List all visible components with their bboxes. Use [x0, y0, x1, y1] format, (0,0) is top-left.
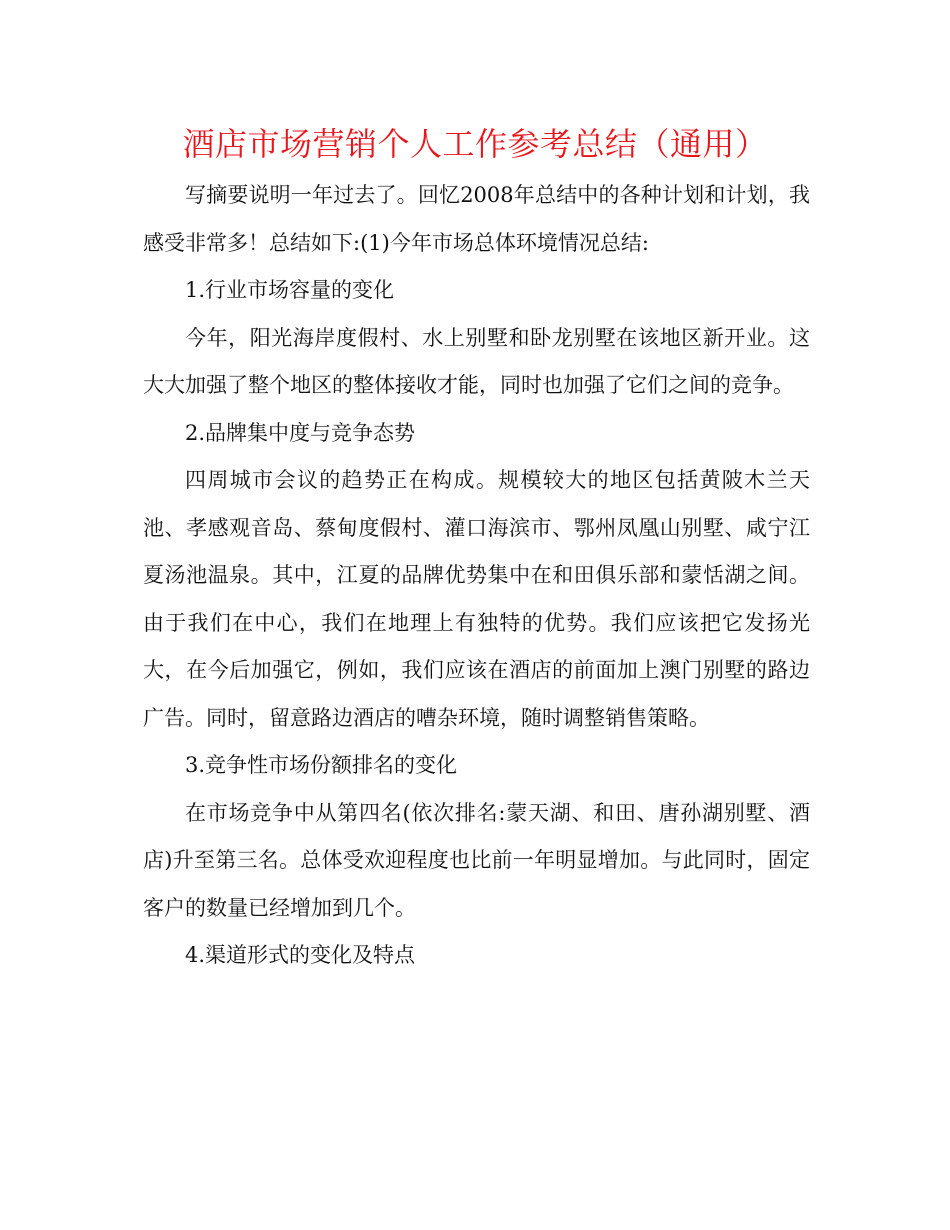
section-heading-4: 4.渠道形式的变化及特点: [185, 943, 416, 967]
document-body: [143, 172, 810, 980]
document-title: 酒店市场营销个人工作参考总结（通用）: [182, 125, 768, 163]
paragraph-2: 四周城市会议的趋势正在构成。规模较大的地区包括黄陂木兰天池、孝感观音岛、蔡甸度假村、灌口海滨市、鄂州凤凰山别墅、咸宁江夏汤池温泉。其中，江夏的品牌优势集中在和田俱乐部和蒙恬湖之间。由于我们在中心，我们在地理上有独特的优势。我们应该把它发扬光大，在今后加强它，例如，我们应该在酒店的前面加上澳门别墅的路边广告。同时，留意路边酒店的嘈杂环境，随时调整销售策略。: [143, 468, 810, 730]
paragraph-1: 今年，阳光海岸度假村、水上别墅和卧龙别墅在该地区新开业。这大大加强了整个地区的整体接收才能，同时也加强了它们之间的竞争。: [143, 325, 810, 397]
section-heading-1: 1.行业市场容量的变化: [185, 278, 395, 302]
paragraph-3: 在市场竞争中从第四名(依次排名:蒙天湖、和田、唐孙湖别墅、酒店)升至第三名。总体受欢迎程度也比前一年明显增加。与此同时，固定客户的数量已经增加到几个。: [143, 800, 810, 920]
section-heading-2: 2.品牌集中度与竞争态势: [185, 420, 416, 445]
section-heading-3: 3.竞争性市场份额排名的变化: [185, 753, 458, 777]
paragraph-intro: 写摘要说明一年过去了。回忆2008年总结中的各种计划和计划，我感受非常多！总结如下:(1)今年市场总体环境情况总结:: [143, 183, 810, 255]
